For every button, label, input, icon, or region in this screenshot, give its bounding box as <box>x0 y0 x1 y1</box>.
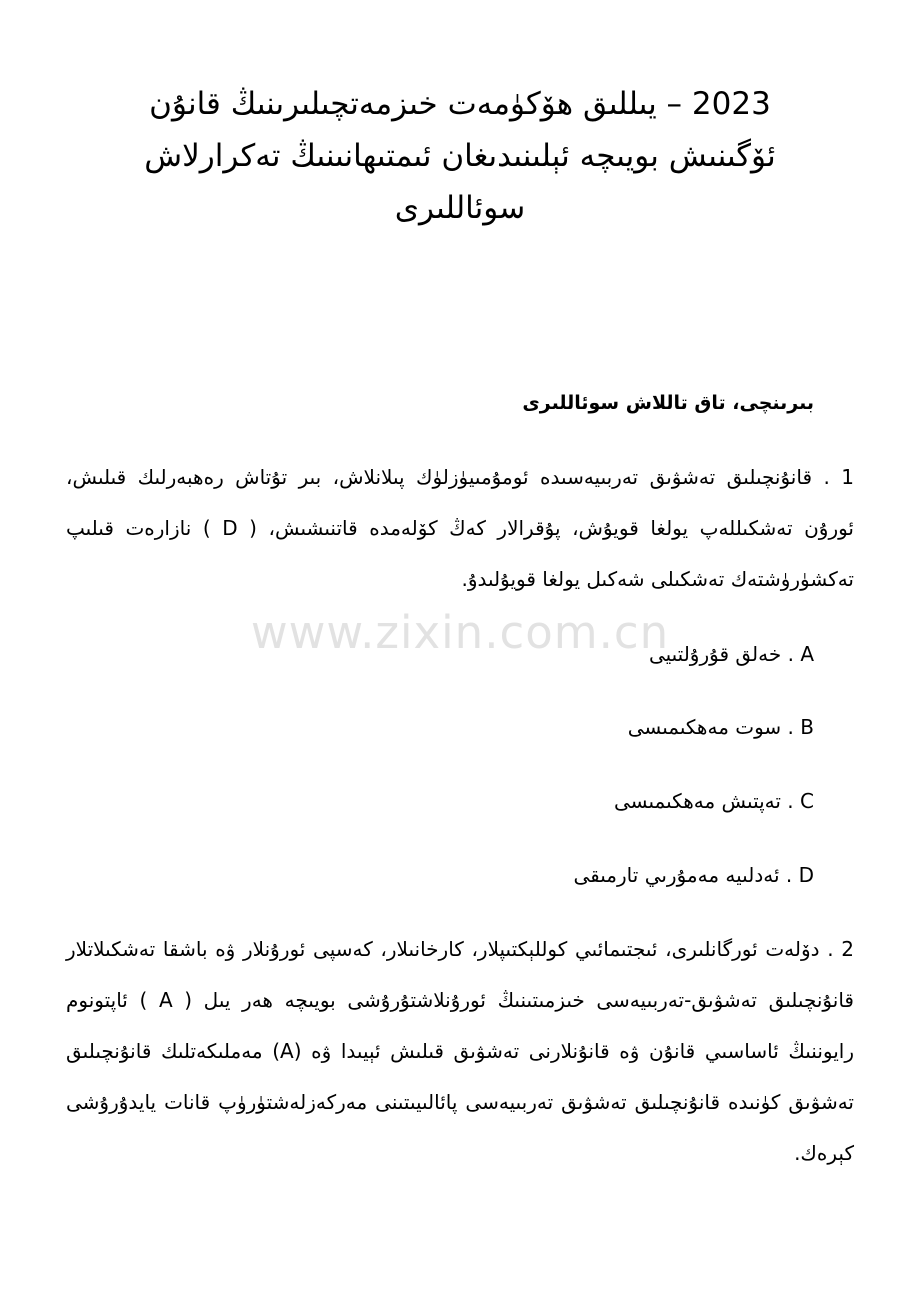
title-line-2: ئۆگىنىش بويىچە ئېلىنىدىغان ئىمتىھانىنىڭ تەكرارلاش <box>144 138 776 174</box>
title-line-1: 2023 – يىللىق ھۆكۈمەت خىزمەتچىلىرىنىڭ قانۇن <box>149 86 771 122</box>
option-b: B . سوت مەھكىمىسى <box>627 715 814 739</box>
watermark: www.zixin.com.cn <box>250 606 670 659</box>
section-heading: بىرىنچى، تاق تاللاش سوئاللىرى <box>522 392 814 414</box>
question-2 <box>66 924 854 1179</box>
option-d: D . ئەدلىيە مەمۇرىي تارمىقى <box>573 863 814 887</box>
question-1-text: 1 . قانۇنچىلىق تەشۋىق تەربىيەسىدە ئومۇمىيۈزلۈك پىلانلاش، بىر تۇتاش رەھبەرلىك قىلىش، ئورۇن تەشكىللەپ يولغا قويۇش، ﭘﯘقرالار كەڭ كۆلەمدە قاتنىشىش، ( D ) نازارەت قىلىپ تەكشۈرۈشتەك تەشكىلى شەكىل يولغا قويۇلىدۇ. <box>66 465 855 591</box>
option-a: A . خەلق قۇرۇلتىيى <box>648 642 814 666</box>
title-line-3: سوئاللىرى <box>394 190 526 226</box>
document-title <box>90 78 830 234</box>
question-1 <box>66 452 854 605</box>
question-2-text: 2 . دۆلەت ئورگانلىرى، ئىجتىمائىي كوللېكتىپلار، كارخانىلار، كەسپى ئورۇنلار ۋە باشقا تەشكىلاتلار قانۇنچىلىق تەشۋىق-تەربىيەسى خىزمىتىنىڭ ئورۇنلاشتۇرۇشى بويىچە ھەر يىل ( A ) ئاپتونوم رايوننىڭ ئاساسىي قانۇن ۋە قانۇنلارنى تەشۋىق قىلىش ئېيىدا ۋە (A) مەملىكەتلىك قانۇنچىلىق تەشۋىق كۈنىدە قانۇنچىلىق تەشۋىق تەربىيەسى پائالىيىتىنى مەركەزلەشتۈرۈپ قانات يايدۇرۇشى كېرەك. <box>66 937 854 1165</box>
option-c: C . تەپتىش مەھكىمىسى <box>614 789 814 813</box>
